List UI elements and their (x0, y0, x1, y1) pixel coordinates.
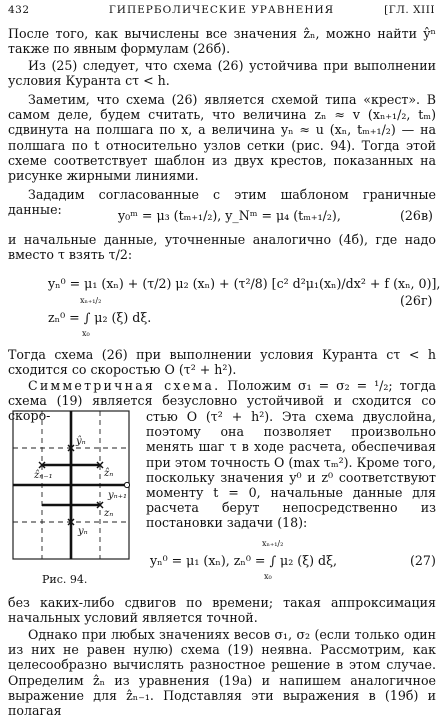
running-header (8, 4, 435, 18)
label-y-n: yₙ (78, 526, 88, 537)
equation-27-number: (27) (410, 553, 436, 568)
page-number: 432 (8, 4, 30, 16)
label-y-hat-n: ŷₙ (76, 436, 86, 447)
header-title: ГИПЕРБОЛИЧЕСКИЕ УРАВНЕНИЯ (108, 4, 335, 16)
paragraph-2: Из (25) следует, что схема (26) устойчива при выполнении условия Куранта cτ < h. (8, 58, 436, 89)
paragraph-4: Зададим согласованные с этим шаблоном граничные данные: (8, 187, 436, 218)
equation-26g-lower-limit: x₀ (82, 329, 90, 338)
label-z-hat-n: ẑₙ (104, 468, 114, 479)
paragraph-1: После того, как вычислены все значения ẑₙ, можно найти ŷⁿ также по явным формулам (26б). (8, 26, 436, 57)
equation-26g-upper-limit: xₙ₊₁/₂ (80, 296, 102, 305)
paragraph-5: и начальные данные, уточненные аналогично (4б), где надо вместо τ взять τ/2: (8, 232, 436, 263)
paragraph-9: Однако при любых значениях весов σ₁, σ₂ (если только один из них не равен нулю) схема (19) неявна. Рассмотрим, как целесообразно вычислять разностное решение в этом случае. Определим ẑₙ из уравнения (19а) и напишем аналогичное выражение для ẑₙ₋₁. Подставляя эти выражения в (19б) и полагая (8, 627, 436, 718)
section-heading: Симметричная схема. (28, 378, 221, 393)
paragraph-7-b: стью O (τ² + h²). Эта схема двуслойна, поэтому она позволяет произвольно менять шаг τ в ходе расчета, обеспечивая при этом точность O (max τₘ²). Кроме того, поскольку значения y⁰ и z⁰ соответствуют моменту t = 0, начальные данные для расчета берут непосредственно из постановки задачи (18): (146, 409, 436, 531)
equation-26v: y₀ᵐ = μ₃ (tₘ₊₁/₂), y_Nᵐ = μ₄ (tₘ₊₁/₂), (118, 208, 341, 223)
figure-grid-svg (12, 410, 130, 560)
equation-26g-number: (26г) (400, 293, 433, 308)
equation-27: yₙ⁰ = μ₁ (xₙ), zₙ⁰ = ∫ μ₂ (ξ) dξ, (150, 553, 338, 568)
paragraph-3: Заметим, что схема (26) является схемой типа «крест». В самом деле, будем считать, что величина zₙ ≈ v (xₙ₊₁/₂, tₘ) сдвинута на полшага по x, а величина yₙ ≈ u (xₙ, tₘ₊₁/₂) — на полшага по t относительно узлов сетки (рис. 94). Тогда этой схеме соответствует шаблон из двух крестов, показанных на рисунке жирными линиями. (8, 92, 436, 184)
figure-94 (12, 410, 130, 560)
chapter-label: [ГЛ. XIII (384, 4, 435, 16)
paragraph-6: Тогда схема (26) при выполнении условия Куранта cτ < h сходится со скоростью O (τ² + h²). (8, 347, 436, 378)
equation-26v-number: (26в) (400, 208, 433, 223)
equation-26g-line1: yₙ⁰ = μ₁ (xₙ) + (τ/2) μ₂ (xₙ) + (τ²/8) [c² d²μ₁(xₙ)/dx² + f (xₙ, 0)], (48, 276, 441, 291)
paragraph-8: без каких-либо сдвигов по времени; такая аппроксимация начальных условий является точной. (8, 595, 436, 626)
equation-26g-line2: zₙ⁰ = ∫ μ₂ (ξ) dξ. (48, 310, 152, 325)
label-z-n: zₙ (104, 508, 114, 519)
equation-27-upper-limit: xₙ₊₁/₂ (262, 539, 284, 548)
label-z-hat-n-minus-1: ẑₙ₋₁ (34, 470, 53, 481)
label-y-n-plus-1: yₙ₊₁ (108, 490, 127, 501)
equation-27-lower-limit: x₀ (264, 572, 272, 581)
paragraph-7-a: Положим σ₁ = σ₂ = ¹/₂; тогда схема (19) является безусловно устойчивой и сходится со скоро- (8, 378, 436, 424)
figure-caption: Рис. 94. (42, 573, 88, 586)
